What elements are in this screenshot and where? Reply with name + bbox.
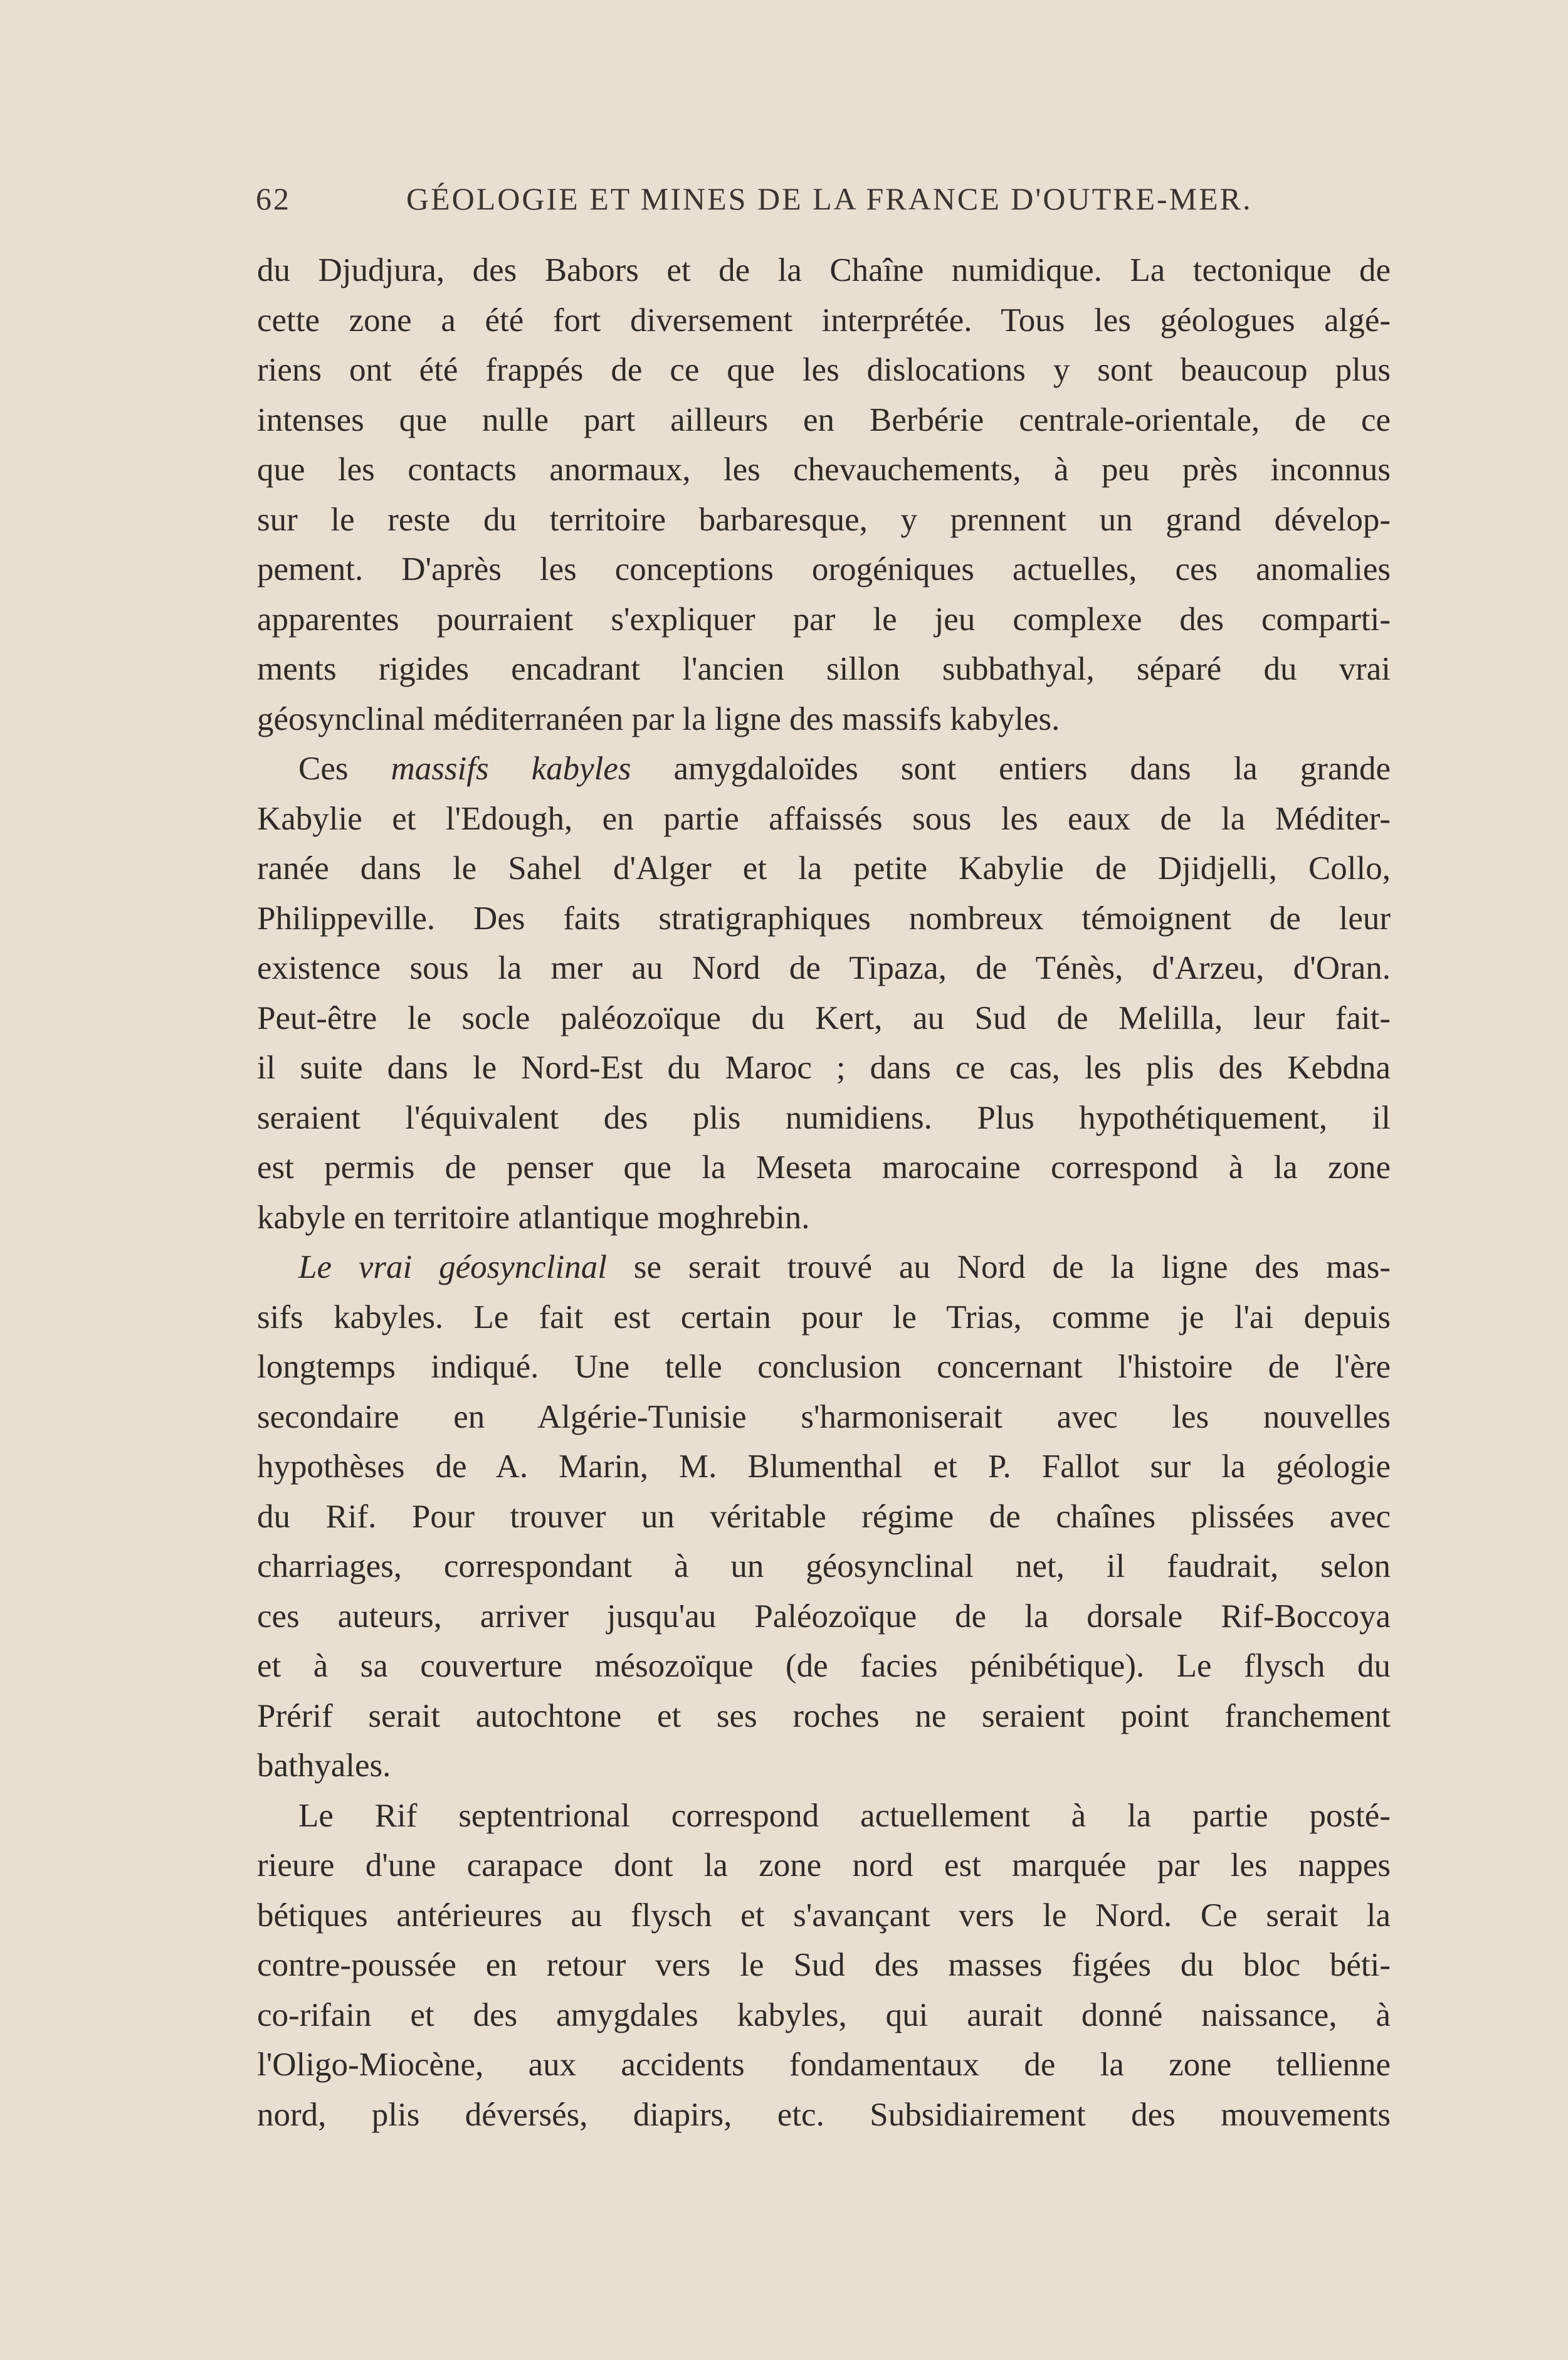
text-line: rieure d'une carapace dont la zone nord est marquée par les nappes <box>257 1847 1391 1883</box>
text-run: amygdaloïdes sont entiers dans la grande <box>631 751 1391 787</box>
text-line: secondaire en Algérie-Tunisie s'harmoniserait avec les nouvelles <box>257 1398 1391 1435</box>
page-number: 62 <box>256 181 291 216</box>
text-line: ranée dans le Sahel d'Alger et la petite Kabylie de Djidjelli, Collo, <box>257 850 1391 887</box>
paragraph <box>257 1243 1391 1791</box>
text-line: ces auteurs, arriver jusqu'au Paléozoïque de la dorsale Rif-Boccoya <box>257 1598 1391 1635</box>
text-line: Philippeville. Des faits stratigraphiques nombreux témoignent de leur <box>257 900 1391 937</box>
text-line: nord, plis déversés, diapirs, etc. Subsidiairement des mouvements <box>257 2096 1391 2133</box>
text-line: bétiques antérieures au flysch et s'avançant vers le Nord. Ce serait la <box>257 1897 1391 1934</box>
text-line: seraient l'équivalent des plis numidiens. Plus hypothétiquement, il <box>257 1099 1391 1136</box>
text-run: Ces <box>298 751 391 787</box>
text-line: et à sa couverture mésozoïque (de facies pénibétique). Le flysch du <box>257 1648 1391 1684</box>
text-line: Le Rif septentrional correspond actuellement à la partie posté- <box>298 1797 1391 1834</box>
paragraph <box>257 744 1391 1243</box>
body-text <box>257 246 1391 2140</box>
text-line: riens ont été frappés de ce que les dislocations y sont beaucoup plus <box>257 352 1391 388</box>
text-line: longtemps indiqué. Une telle conclusion concernant l'histoire de l'ère <box>257 1349 1391 1385</box>
text-line: kabyle en territoire atlantique moghrebin. <box>257 1199 810 1236</box>
text-line: Peut-être le socle paléozoïque du Kert, au Sud de Melilla, leur fait- <box>257 999 1391 1036</box>
text-line <box>257 1243 1391 1293</box>
italic-term: massifs kabyles <box>391 751 631 787</box>
paragraph <box>257 1791 1391 2141</box>
text-line: existence sous la mer au Nord de Tipaza, de Ténès, d'Arzeu, d'Oran. <box>257 950 1391 986</box>
text-line: est permis de penser que la Meseta marocaine correspond à la zone <box>257 1149 1391 1186</box>
text-line: sifs kabyles. Le fait est certain pour le Trias, comme je l'ai depuis <box>257 1299 1391 1335</box>
text-line: du Rif. Pour trouver un véritable régime de chaînes plissées avec <box>257 1498 1391 1535</box>
paragraph <box>257 246 1391 744</box>
text-line: géosynclinal méditerranéen par la ligne des massifs kabyles. <box>257 700 1060 737</box>
text-line: contre-poussée en retour vers le Sud des masses figées du bloc béti- <box>257 1947 1391 1983</box>
text-line: hypothèses de A. Marin, M. Blumenthal et P. Fallot sur la géologie <box>257 1448 1391 1485</box>
text-line: pement. D'après les conceptions orogéniques actuelles, ces anomalies <box>257 551 1391 587</box>
running-header <box>256 181 1253 231</box>
text-line: intenses que nulle part ailleurs en Berbérie centrale-orientale, de ce <box>257 401 1391 438</box>
text-line: Kabylie et l'Edough, en partie affaissés sous les eaux de la Méditer- <box>257 800 1391 837</box>
text-line <box>257 744 1391 794</box>
text-line: apparentes pourraient s'expliquer par le jeu complexe des comparti- <box>257 601 1391 638</box>
text-line: sur le reste du territoire barbaresque, y prennent un grand dévelop- <box>257 501 1391 538</box>
text-line: il suite dans le Nord-Est du Maroc ; dans ce cas, les plis des Kebdna <box>257 1050 1391 1086</box>
text-line: ments rigides encadrant l'ancien sillon subbathyal, séparé du vrai <box>257 651 1391 687</box>
running-title: GÉOLOGIE ET MINES DE LA FRANCE D'OUTRE-MER. <box>406 181 1253 216</box>
text-line: cette zone a été fort diversement interprétée. Tous les géologues algé- <box>257 302 1391 339</box>
text-line: bathyales. <box>257 1747 391 1784</box>
text-line: charriages, correspondant à un géosynclinal net, il faudrait, selon <box>257 1548 1391 1584</box>
text-line: que les contacts anormaux, les chevauchements, à peu près inconnus <box>257 451 1391 488</box>
text-run: se serait trouvé au Nord de la ligne des mas- <box>607 1249 1391 1285</box>
italic-term: Le vrai géosynclinal <box>298 1249 608 1285</box>
text-line: Prérif serait autochtone et ses roches ne seraient point franchement <box>257 1697 1391 1734</box>
text-line: l'Oligo-Miocène, aux accidents fondamentaux de la zone tellienne <box>257 2047 1391 2083</box>
text-line: du Djudjura, des Babors et de la Chaîne numidique. La tectonique de <box>257 252 1391 288</box>
text-line: co-rifain et des amygdales kabyles, qui aurait donné naissance, à <box>257 1996 1391 2033</box>
